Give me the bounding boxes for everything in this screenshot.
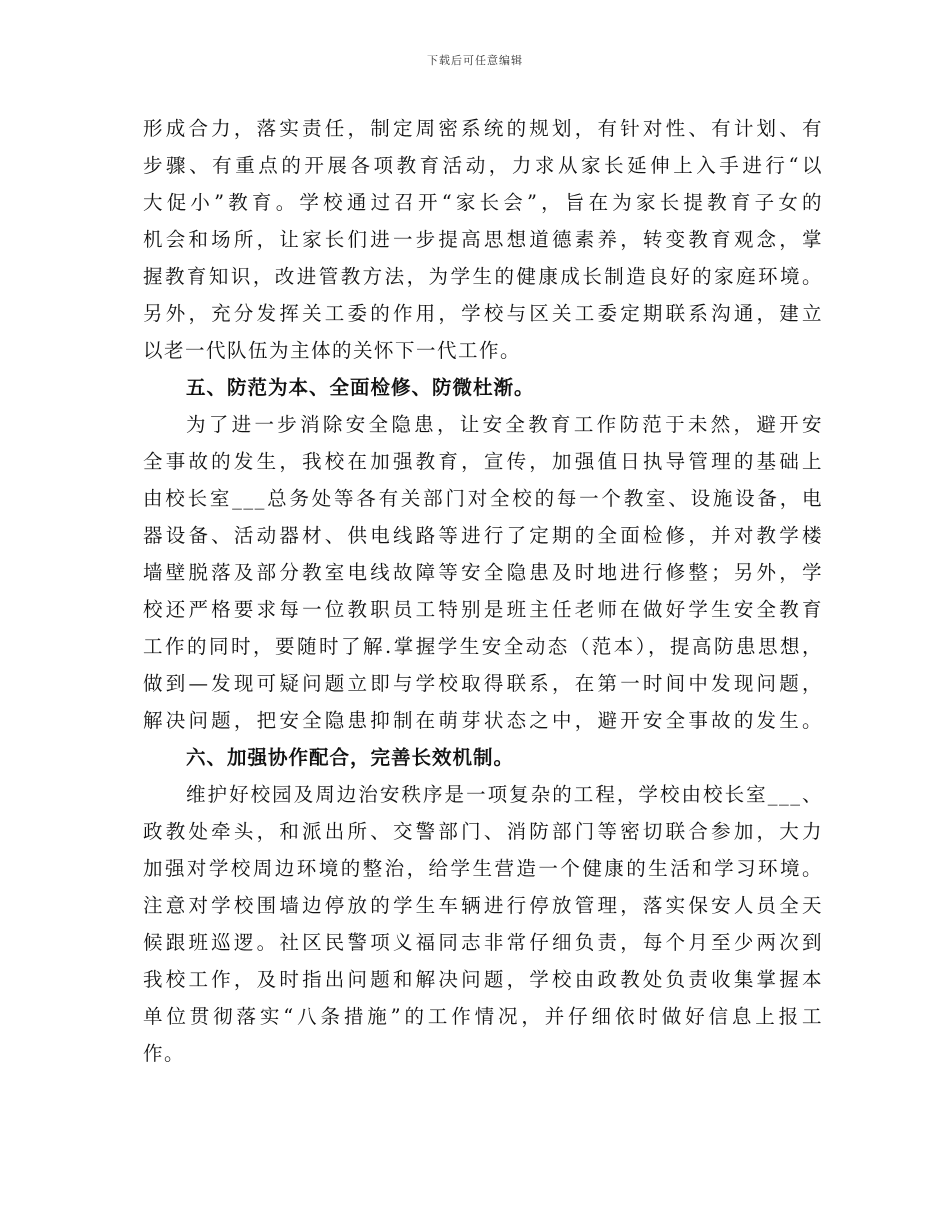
body-line: 由校长室___总务处等各有关部门对全校的每一个教室、设施设备，电 [143,487,823,510]
body-line: 维护好校园及周边治安秩序是一项复杂的工程，学校由校长室___、 [186,783,823,806]
body-line: 器设备、活动器材、供电线路等进行了定期的全面检修，并对教学楼 [143,524,823,547]
body-line: 注意对学校围墙边停放的学生车辆进行停放管理，落实保安人员全天 [143,894,823,917]
page-header: 下载后可任意编辑 [427,54,523,67]
body-line: 大促小”教育。学校通过召开“家长会”，旨在为家长提教育子女的 [143,191,823,214]
body-line: 解决问题，把安全隐患抑制在萌芽状态之中，避开安全事故的发生。 [143,709,823,732]
body-line: 墙壁脱落及部分教室电线故障等安全隐患及时地进行修整；另外，学 [143,561,823,584]
section-heading-six: 六、加强协作配合，完善长效机制。 [186,746,515,769]
body-line: 机会和场所，让家长们进一步提高思想道德素养，转变教育观念，掌 [143,228,823,251]
body-line: 形成合力，落实责任，制定周密系统的规划，有针对性、有计划、有 [143,117,823,140]
body-line: 政教处牵头，和派出所、交警部门、消防部门等密切联合参加，大力 [143,820,823,843]
document-body [143,110,823,1072]
section-heading-five: 五、防范为本、全面检修、防微杜渐。 [186,376,535,399]
body-line: 另外，充分发挥关工委的作用，学校与区关工委定期联系沟通，建立 [143,302,823,325]
body-line: 工作的同时，要随时了解.掌握学生安全动态（范本），提高防患思想， [143,635,823,658]
body-line: 加强对学校周边环境的整治，给学生营造一个健康的生活和学习环境。 [143,857,823,880]
body-line: 做到—发现可疑问题立即与学校取得联系，在第一时间中发现问题， [143,672,823,695]
body-line: 步骤、有重点的开展各项教育活动，力求从家长延伸上入手进行“以 [143,154,823,177]
body-line: 候跟班巡逻。社区民警项义福同志非常仔细负责，每个月至少两次到 [143,931,823,954]
body-line: 单位贯彻落实“八条措施”的工作情况，并仔细依时做好信息上报工 [143,1005,823,1028]
body-line: 握教育知识，改进管教方法，为学生的健康成长制造良好的家庭环境。 [143,265,823,288]
body-line: 校还严格要求每一位教职员工特别是班主任老师在做好学生安全教育 [143,598,823,621]
body-line: 我校工作，及时指出问题和解决问题，学校由政教处负责收集掌握本 [143,968,823,991]
body-line: 为了进一步消除安全隐患，让安全教育工作防范于未然，避开安 [186,413,823,436]
body-line: 以老一代队伍为主体的关怀下一代工作。 [143,339,522,362]
body-line: 全事故的发生，我校在加强教育，宣传，加强值日执导管理的基础上 [143,450,823,473]
body-line: 作。 [143,1042,186,1065]
